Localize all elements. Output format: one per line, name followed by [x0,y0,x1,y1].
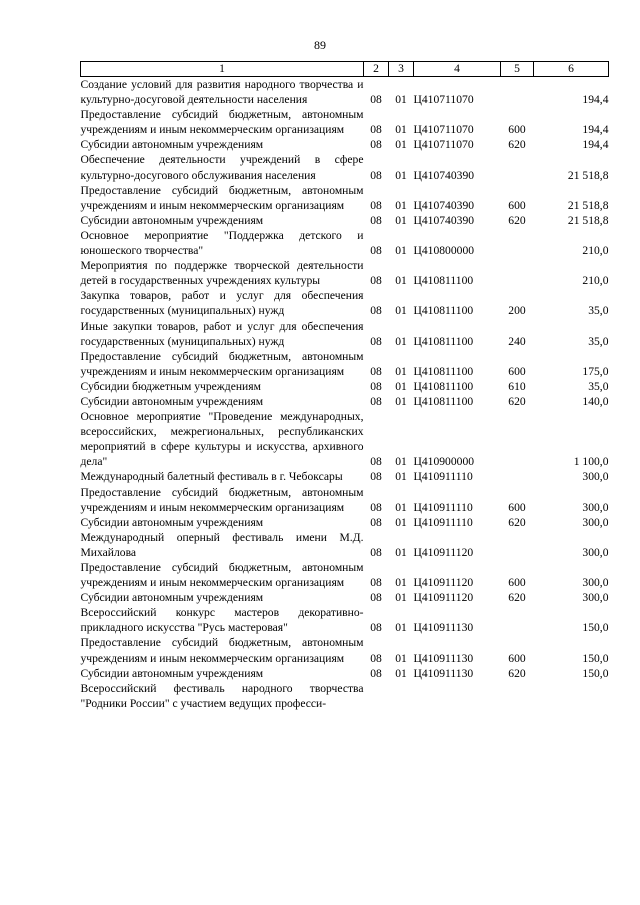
table-row [81,107,609,137]
row-section: 08 [370,304,382,318]
row-target-code: Ц410911110 [413,515,473,529]
header-col-3: 3 [389,62,414,77]
row-target-code: Ц410740390 [413,198,475,212]
table-row [81,394,609,409]
row-amount: 175,0 [582,364,609,378]
row-target-code: Ц410911120 [413,576,474,590]
row-name: Основное мероприятие "Проведение международных, всероссийских, межрегиональных, республиканских мероприятий в сфере культуры и искусства, архивного дела" [80,410,364,469]
row-section: 08 [370,168,382,182]
row-expense-type: 610 [508,379,526,393]
row-section: 08 [370,455,382,469]
row-subsection: 01 [395,304,407,318]
row-expense-type: 600 [508,500,526,514]
row-section: 08 [370,500,382,514]
row-amount: 150,0 [582,666,609,680]
header-col-5: 5 [501,62,534,77]
row-expense-type [501,228,534,258]
table-row [81,137,609,152]
row-subsection: 01 [395,455,407,469]
row-target-code: Ц410911120 [413,591,474,605]
row-name: Предоставление субсидий бюджетным, автономным учреждениям и иным некоммерческим организациям [80,485,364,514]
table-row [81,409,609,469]
row-name: Всероссийский конкурс мастеров декоративно-прикладного искусства "Русь мастеровая" [80,606,364,635]
row-expense-type: 620 [508,138,526,152]
row-subsection: 01 [395,666,407,680]
row-subsection: 01 [395,470,407,484]
row-target-code: Ц410900000 [413,455,475,469]
row-amount: 300,0 [582,500,609,514]
table-row [81,681,609,711]
row-name: Иные закупки товаров, работ и услуг для обеспечения государственных (муниципальных) нужд [80,319,364,348]
row-expense-type [501,681,534,711]
row-amount: 35,0 [588,334,609,348]
row-amount: 300,0 [582,591,609,605]
row-name: Субсидии автономным учреждениям [80,666,264,680]
row-subsection: 01 [395,379,407,393]
row-target-code: Ц410811100 [413,304,474,318]
table-row [81,258,609,288]
row-amount: 140,0 [582,394,609,408]
row-subsection: 01 [395,621,407,635]
row-amount: 150,0 [582,651,609,665]
table-row [81,228,609,258]
row-name: Субсидии автономным учреждениям [80,394,264,408]
table-row [81,635,609,665]
table-row [81,469,609,484]
row-name: Предоставление субсидий бюджетным, автономным учреждениям и иным некоммерческим организациям [80,349,364,378]
row-name: Всероссийский фестиваль народного творчества "Родники России" с участием ведущих професси- [80,681,364,710]
row-section: 08 [370,394,382,408]
row-name: Субсидии автономным учреждениям [80,591,264,605]
row-subsection: 01 [395,334,407,348]
row-section: 08 [370,591,382,605]
row-name: Основное мероприятие "Поддержка детского и юношеского творчества" [80,228,364,258]
row-name: Предоставление субсидий бюджетным, автономным учреждениям и иным некоммерческим организациям [80,183,364,212]
row-subsection: 01 [395,591,407,605]
row-subsection: 01 [395,93,407,107]
header-col-6: 6 [534,62,609,77]
row-expense-type: 620 [508,666,526,680]
row-target-code: Ц410740390 [413,213,475,227]
row-expense-type [501,530,534,560]
row-name: Обеспечение деятельности учреждений в сфере культурно-досугового обслуживания населения [80,153,364,182]
row-amount: 210,0 [582,244,609,258]
row-target-code: Ц410800000 [413,244,475,258]
row-amount: 35,0 [588,379,609,393]
table-row [81,379,609,394]
row-name: Субсидии бюджетным учреждениям [80,379,261,393]
row-target-code: Ц410740390 [413,168,475,182]
row-target-code: Ц410711070 [413,123,474,137]
row-target-code: Ц410811100 [413,274,474,288]
row-name: Закупка товаров, работ и услуг для обеспечения государственных (муниципальных) нужд [80,289,364,318]
row-section: 08 [370,198,382,212]
row-amount: 210,0 [582,274,609,288]
table-row [81,152,609,182]
row-section: 08 [370,470,382,484]
row-name: Субсидии автономным учреждениям [80,138,264,152]
row-section: 08 [370,213,382,227]
row-subsection: 01 [395,651,407,665]
table-row [81,183,609,213]
table-row [81,349,609,379]
row-target-code: Ц410811100 [413,394,474,408]
row-name: Международный балетный фестиваль в г. Чебоксары [80,470,343,484]
table-row [81,319,609,349]
row-amount: 21 518,8 [567,213,609,227]
row-target-code: Ц410911110 [413,470,473,484]
row-name: Международный оперный фестиваль имени М.Д. Михайлова [80,530,364,559]
row-amount: 194,4 [582,93,609,107]
row-amount: 21 518,8 [567,168,609,182]
row-section: 08 [370,274,382,288]
row-expense-type: 600 [508,364,526,378]
row-subsection: 01 [395,198,407,212]
row-target-code: Ц410811100 [413,364,474,378]
row-amount: 300,0 [582,545,609,559]
row-section: 08 [370,545,382,559]
row-name: Предоставление субсидий бюджетным, автономным учреждениям и иным некоммерческим организациям [80,108,364,137]
row-name: Предоставление субсидий бюджетным, автономным учреждениям и иным некоммерческим организациям [80,561,364,590]
row-section: 08 [370,364,382,378]
row-section: 08 [370,93,382,107]
row-expense-type [501,605,534,635]
row-section: 08 [370,666,382,680]
row-target-code: Ц410711070 [413,93,474,107]
row-target-code [414,681,501,711]
row-amount: 300,0 [582,576,609,590]
row-name: Создание условий для развития народного творчества и культурно-досуговой деятельности населения [80,78,364,107]
row-expense-type [501,152,534,182]
row-expense-type: 620 [508,394,526,408]
row-expense-type [501,258,534,288]
row-target-code: Ц410911120 [413,545,474,559]
row-subsection: 01 [395,545,407,559]
header-col-1: 1 [81,62,364,77]
table-row [81,77,609,108]
row-section: 08 [370,651,382,665]
header-col-2: 2 [364,62,389,77]
row-subsection: 01 [395,168,407,182]
row-section: 08 [370,244,382,258]
row-section: 08 [370,138,382,152]
row-expense-type: 600 [508,576,526,590]
row-subsection: 01 [395,213,407,227]
row-section [364,681,389,711]
row-expense-type: 240 [508,334,526,348]
row-subsection: 01 [395,394,407,408]
row-subsection: 01 [395,244,407,258]
row-expense-type: 600 [508,123,526,137]
row-expense-type [501,409,534,469]
header-col-4: 4 [414,62,501,77]
row-subsection [389,681,414,711]
row-section: 08 [370,379,382,393]
row-name: Субсидии автономным учреждениям [80,515,264,529]
row-expense-type [501,77,534,108]
row-name: Субсидии автономным учреждениям [80,213,264,227]
row-amount: 300,0 [582,470,609,484]
row-subsection: 01 [395,123,407,137]
row-expense-type: 600 [508,198,526,212]
row-expense-type [501,469,534,484]
row-section: 08 [370,515,382,529]
table-row [81,530,609,560]
row-target-code: Ц410811100 [413,334,474,348]
row-target-code: Ц410711070 [413,138,474,152]
row-subsection: 01 [395,576,407,590]
table-row [81,485,609,515]
row-section: 08 [370,334,382,348]
row-amount: 194,4 [582,138,609,152]
row-amount: 35,0 [588,304,609,318]
row-subsection: 01 [395,364,407,378]
row-amount: 300,0 [582,515,609,529]
table-row [81,515,609,530]
row-subsection: 01 [395,500,407,514]
row-section: 08 [370,123,382,137]
page-number: 89 [314,38,326,52]
row-subsection: 01 [395,138,407,152]
row-target-code: Ц410911130 [413,621,474,635]
header-row [81,62,609,77]
row-name: Предоставление субсидий бюджетным, автономным учреждениям и иным некоммерческим организациям [80,636,364,665]
row-amount: 21 518,8 [567,198,609,212]
table-row [81,288,609,318]
row-target-code: Ц410911130 [413,666,474,680]
table-row [81,590,609,605]
row-target-code: Ц410911130 [413,651,474,665]
table-row [81,605,609,635]
row-target-code: Ц410911110 [413,500,473,514]
row-subsection: 01 [395,274,407,288]
row-section: 08 [370,621,382,635]
table-row [81,666,609,681]
table-row [81,560,609,590]
table-row [81,213,609,228]
row-amount [534,681,609,711]
row-expense-type: 200 [508,304,526,318]
row-name: Мероприятия по поддержке творческой деятельности детей в государственных учреждениях культуры [80,259,364,288]
table-body [81,77,609,711]
budget-table [80,61,609,711]
row-target-code: Ц410811100 [413,379,474,393]
row-section: 08 [370,576,382,590]
row-subsection: 01 [395,515,407,529]
row-expense-type: 620 [508,591,526,605]
row-amount: 1 100,0 [573,455,609,469]
row-expense-type: 600 [508,651,526,665]
row-expense-type: 620 [508,515,526,529]
row-amount: 150,0 [582,621,609,635]
row-amount: 194,4 [582,123,609,137]
row-expense-type: 620 [508,213,526,227]
